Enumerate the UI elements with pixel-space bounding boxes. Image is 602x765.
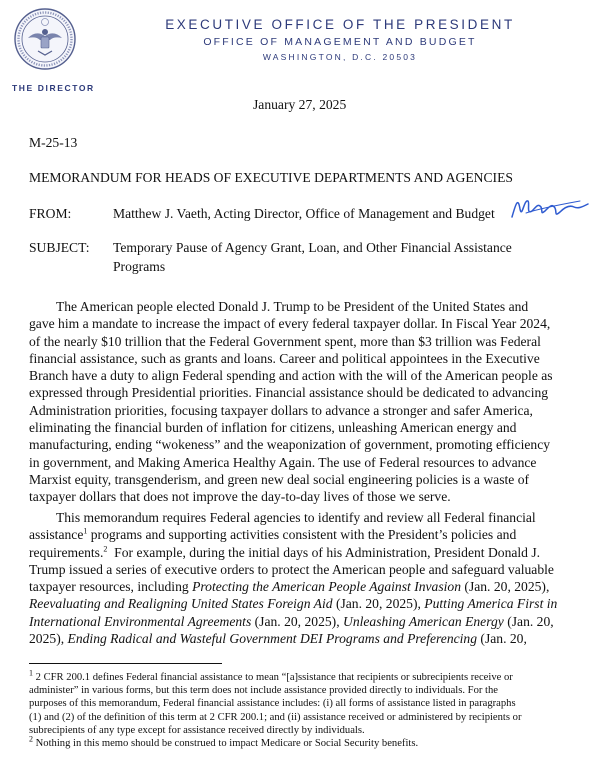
memo-recipients: MEMORANDUM FOR HEADS OF EXECUTIVE DEPARTMENTS AND AGENCIES (29, 170, 513, 185)
paragraph-line: gave him a mandate to increase the impact of every federal taxpayer dollar. In Fiscal Year 2024, (29, 316, 551, 332)
paragraph-line: Branch have a duty to align Federal spending and action with the will of the American people as (29, 368, 553, 384)
executive-order-title: Unleashing American Energy (343, 613, 504, 629)
signature-icon (508, 193, 590, 223)
paragraph-line: in government, and Making America Healthy Again. The use of Federal resources to advance (29, 454, 537, 470)
paragraph-line: requirements.$^2$ For example, during the initial days of his Administration, President Donald J. (29, 544, 541, 560)
body-paragraph-2 (29, 509, 589, 647)
paragraph-line: manufacturing, ending “wokeness” and the weaponization of government, promoting efficiency (29, 437, 551, 453)
memo-date: January 27, 2025 (253, 97, 347, 112)
footnote-1-line: administer” in various forms, but this term does not include assistance provided directly to individuals. For the (29, 685, 498, 697)
memo-number: M-25-13 (29, 135, 78, 150)
paragraph-line: Reevaluating and Realigning United States Foreign Aid (Jan. 20, 2025), Putting America First in (29, 596, 558, 612)
subject-line: Programs (113, 259, 166, 274)
paragraph-line: eliminating the financial burden of inflation for citizens, unleashing American energy and (29, 420, 517, 436)
footnote-1-line: purposes of this memorandum, Federal financial assistance includes: (i) all forms of assistance listed in paragraphs (29, 698, 516, 710)
paragraph-line: assistance$^1$ programs and supporting activities consistent with the President’s policies and (29, 526, 517, 543)
from-value: Matthew J. Vaeth, Acting Director, Office of Management and Budget (113, 206, 495, 221)
subject-label: SUBJECT: (29, 240, 90, 255)
footnote-1-line: $^1$ 2 CFR 200.1 defines Federal financial assistance to mean “[a]ssistance that recipients or subrecipients receive or (29, 668, 513, 683)
paragraph-line: financial assistance, such as grants and loans. Career and political appointees in the Executive (29, 350, 540, 366)
subject-value (113, 238, 512, 276)
paragraph-line: Marxist equity, transgenderism, and green new deal social engineering policies is a waste of (29, 471, 530, 487)
paragraph-line: Administration priorities, focusing taxpayer dollars to advance a stronger and safer America, (29, 402, 533, 418)
executive-order-title: Reevaluating and Realigning United States Foreign Aid (29, 596, 333, 612)
footnote-divider (29, 663, 222, 664)
footnotes (29, 668, 594, 750)
paragraph-line: taxpayer dollars that does not improve the day-to-day lives of those we serve. (29, 489, 451, 505)
paragraph-line: 2025), Ending Radical and Wasteful Government DEI Programs and Preferencing (Jan. 20, (29, 631, 527, 647)
letterhead-address: WASHINGTON, D.C. 20503 (262, 52, 418, 62)
footnote-ref-1[interactable]: 1 (83, 526, 88, 536)
letterhead-office-title: EXECUTIVE OFFICE OF THE PRESIDENT (165, 17, 515, 32)
paragraph-line: expressed through Presidential priorities. Financial assistance should be dedicated to advancing (29, 385, 549, 401)
executive-order-title: Protecting the American People Against Invasion (192, 579, 462, 595)
presidential-seal-icon (14, 8, 76, 70)
from-label: FROM: (29, 206, 72, 221)
paragraph-line: This memorandum requires Federal agencies to identify and review all Federal financial (29, 510, 536, 525)
footnote-1-line: subrecipients of any type except for assistance received directly by individuals. (29, 724, 365, 736)
executive-order-title: International Environmental Agreements (29, 613, 252, 629)
paragraph-line: taxpayer resources, including Protecting the American People Against Invasion (Jan. 20, 2025), (29, 579, 550, 595)
paragraph-line: Trump issued a series of executive orders to protect the American people and safeguard valuable (29, 561, 554, 577)
executive-order-title: Ending Radical and Wasteful Government DEI Programs and Preferencing (67, 631, 478, 647)
paragraph-line: of the nearly $10 trillion that the Federal Government spent, more than $3 trillion was Federal (29, 333, 541, 349)
letterhead-director-label: THE DIRECTOR (12, 83, 95, 93)
paragraph-line: International Environmental Agreements (Jan. 20, 2025), Unleashing American Energy (Jan. 20, (29, 613, 554, 629)
footnote-ref-2[interactable]: 2 (103, 544, 108, 554)
executive-order-title: Putting America First in (424, 596, 558, 612)
paragraph-line: The American people elected Donald J. Trump to be President of the United States and (29, 299, 529, 314)
footnote-2-line: $^2$ Nothing in this memo should be construed to impact Medicare or Social Security benefits. (29, 734, 419, 749)
footnote-1-line: (1) and (2) of the definition of this term at 2 CFR 200.1; and (ii) assistance received or administered by recipients or (29, 711, 522, 723)
subject-line: Temporary Pause of Agency Grant, Loan, and Other Financial Assistance (113, 240, 512, 255)
body-paragraph-1 (29, 298, 589, 506)
letterhead-agency-title: OFFICE OF MANAGEMENT AND BUDGET (203, 36, 477, 48)
